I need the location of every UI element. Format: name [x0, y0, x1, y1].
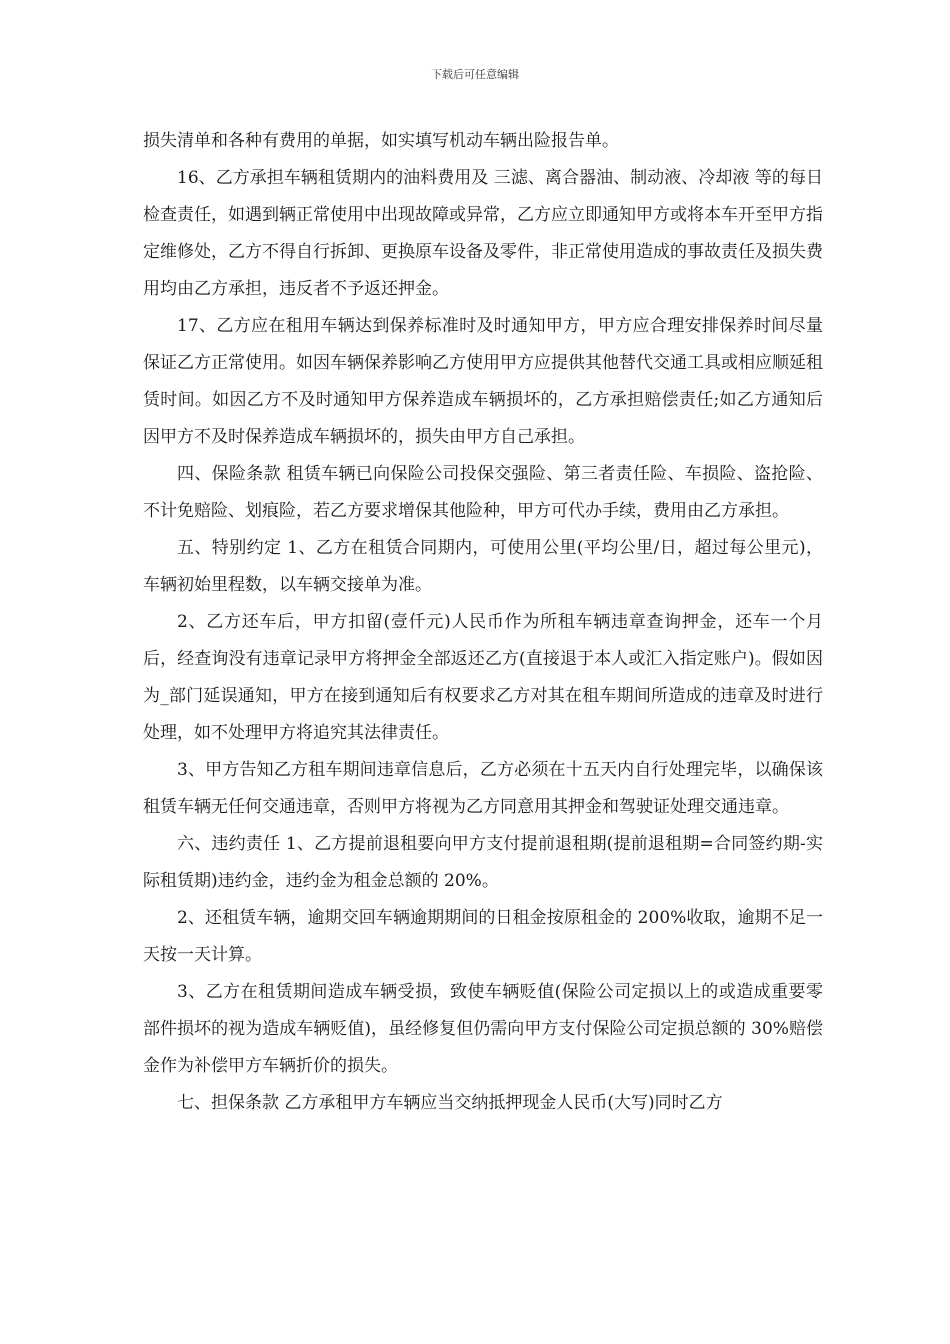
paragraph-clause-16: 16、乙方承担车辆租赁期内的油料费用及 三滤、离合器油、制动液、冷却液 等的每日检查责任，如遇到辆正常使用中出现故障或异常，乙方应立即通知甲方或将本车开至甲方指定维修处，乙方不得自行拆卸、更换原车设备及零件，非正常使用造成的事故责任及损失费用均由乙方承担，违反者不予返还押金。	[143, 168, 823, 299]
page-header: 下载后可任意编辑	[431, 68, 519, 81]
paragraph-breach-3: 3、乙方在租赁期间造成车辆受损，致使车辆贬值(保险公司定损以上的或造成重要零部件损坏的视为造成车辆贬值)，虽经修复但仍需向甲方支付保险公司定损总额的 30%赔偿金作为补偿甲方车辆折价的损失。	[143, 982, 823, 1076]
paragraph-insurance-terms: 四、保险条款 租赁车辆已向保险公司投保交强险、第三者责任险、车损险、盗抢险、不计免赔险、划痕险，若乙方要求增保其他险种，甲方可代办手续，费用由乙方承担。	[143, 464, 823, 521]
paragraph-special-terms-3: 3、甲方告知乙方租车期间违章信息后，乙方必须在十五天内自行处理完毕，以确保该租赁车辆无任何交通违章，否则甲方将视为乙方同意用其押金和驾驶证处理交通违章。	[143, 760, 823, 817]
paragraph-loss-list: 损失清单和各种有费用的单据，如实填写机动车辆出险报告单。	[143, 131, 619, 151]
paragraph-guarantee-terms: 七、担保条款 乙方承租甲方车辆应当交纳抵押现金人民币(大写)同时乙方	[177, 1093, 723, 1113]
paragraph-clause-17: 17、乙方应在租用车辆达到保养标准时及时通知甲方，甲方应合理安排保养时间尽量保证乙方正常使用。如因车辆保养影响乙方使用甲方应提供其他替代交通工具或相应顺延租赁时间。如因乙方不及时通知甲方保养造成车辆损坏的，乙方承担赔偿责任;如乙方通知后因甲方不及时保养造成车辆损坏的，损失由甲方自己承担。	[143, 316, 823, 447]
paragraph-special-terms-2: 2、乙方还车后，甲方扣留(壹仟元)人民币作为所租车辆违章查询押金，还车一个月后，经查询没有违章记录甲方将押金全部返还乙方(直接退于本人或汇入指定账户)。假如因为_部门延误通知，甲方在接到通知后有权要求乙方对其在租车期间所造成的违章及时进行处理，如不处理甲方将追究其法律责任。	[143, 612, 823, 743]
paragraph-breach-1: 六、违约责任 1、乙方提前退租要向甲方支付提前退租期(提前退租期=合同签约期-实际租赁期)违约金，违约金为租金总额的 20%。	[143, 834, 823, 891]
paragraph-breach-2: 2、还租赁车辆，逾期交回车辆逾期期间的日租金按原租金的 200%收取，逾期不足一天按一天计算。	[143, 908, 823, 965]
document-body	[143, 123, 823, 1122]
paragraph-special-terms-1: 五、特别约定 1、乙方在租赁合同期内，可使用公里(平均公里/日，超过每公里元)，车辆初始里程数，以车辆交接单为准。	[143, 538, 823, 595]
